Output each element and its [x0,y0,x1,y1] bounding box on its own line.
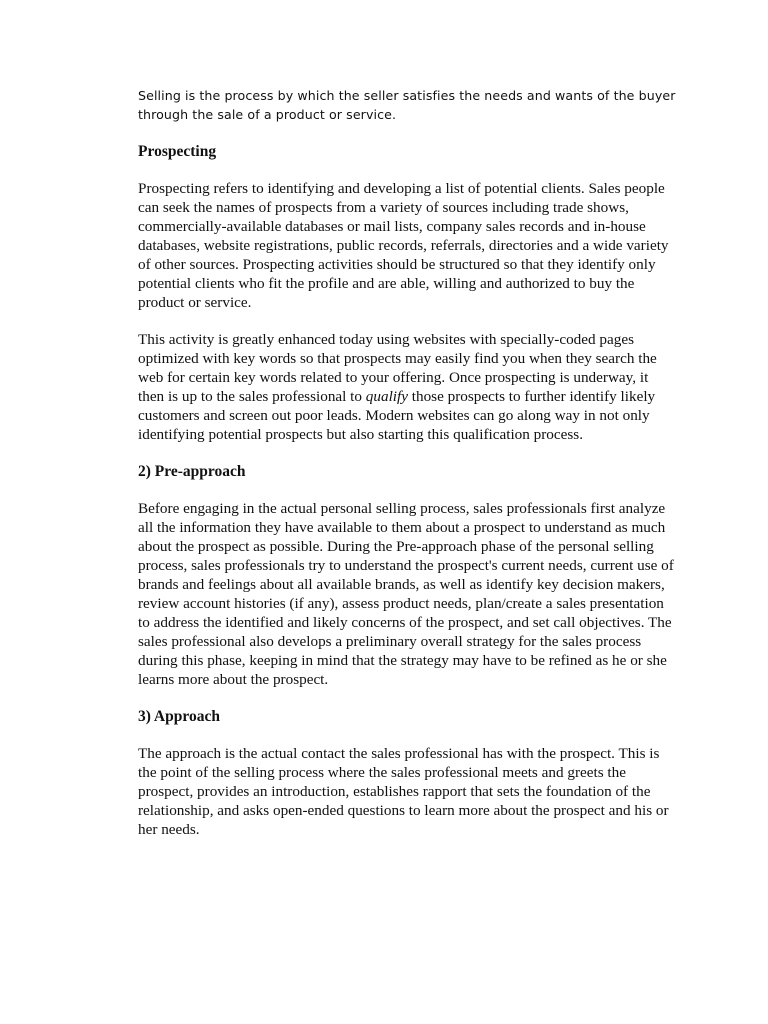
prospecting-paragraph-1: Prospecting refers to identifying and developing a list of potential clients. Sales people can seek the names of prospects from a variety of sources including trade shows, commercially-available databases or mail lists, company sales records and in-house databases, website registrations, public records, referrals, directories and a wide variety of other sources. Prospecting activities should be structured so that they identify only potential clients who fit the profile and are able, willing and authorized to buy the product or service. [138,180,669,311]
prospecting-heading: Prospecting [138,143,217,160]
prospecting-paragraph-2-end: those prospects to further identify likely customers and screen out poor leads. Modern websites can go along way in not only identifying potential prospects but also starting this qualification process. [138,388,656,443]
document-page [138,86,678,857]
approach-heading: 3) Approach [138,708,220,725]
preapproach-heading: 2) Pre-approach [138,463,246,480]
qualify-emphasis: qualify [365,388,408,405]
prospecting-paragraph-2-start: This activity is greatly enhanced today using websites with specially-coded pages optimized with key words so that prospects may easily find you when they search the web for certain key words related to your offering. Once prospecting is underway, it then is up to the sales professional to [138,331,657,405]
intro-paragraph: Selling is the process by which the seller satisfies the needs and wants of the buyer through the sale of a product or service. [138,88,676,122]
approach-paragraph: The approach is the actual contact the sales professional has with the prospect. This is the point of the selling process where the sales professional meets and greets the prospect, provides an introduction, establishes rapport that sets the foundation of the relationship, and asks open-ended questions to learn more about the prospect and his or her needs. [138,745,669,838]
prospecting-paragraph-2 [138,330,678,444]
preapproach-paragraph: Before engaging in the actual personal selling process, sales professionals first analyze all the information they have available to them about a prospect to understand as much about the prospect as possible. During the Pre-approach phase of the personal selling process, sales professionals try to understand the prospect's current needs, current use of brands and feelings about all available brands, as well as identify key decision makers, review account histories (if any), assess product needs, plan/create a sales presentation to address the identified and likely concerns of the prospect, and set call objectives. The sales professional also develops a preliminary overall strategy for the sales process during this phase, keeping in mind that the strategy may have to be refined as he or she learns more about the prospect. [138,500,674,688]
